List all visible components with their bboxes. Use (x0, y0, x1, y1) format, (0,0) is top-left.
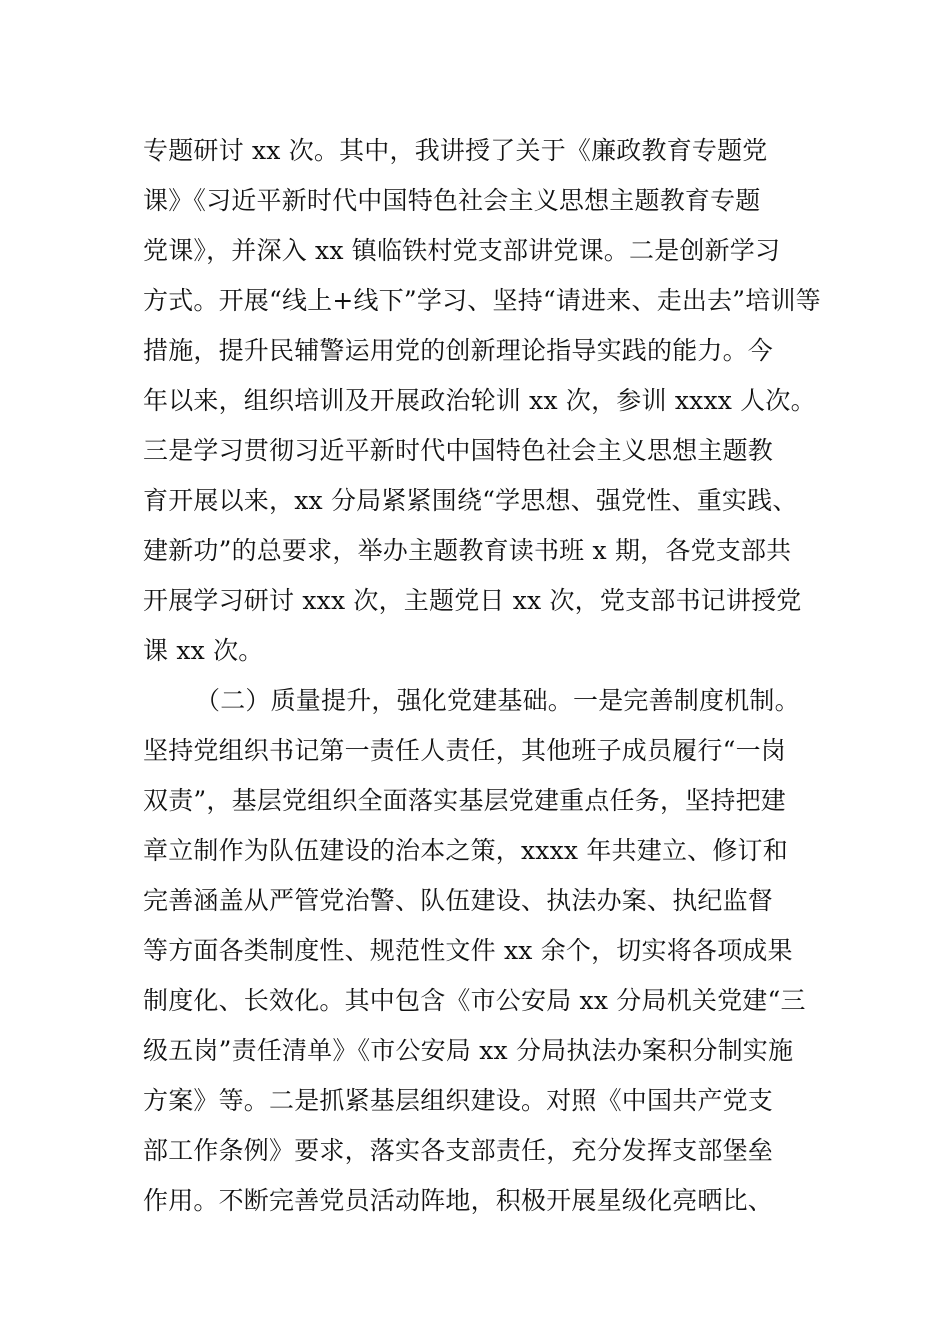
text-line: 三是学习贯彻习近平新时代中国特色社会主义思想主题教 (143, 436, 774, 465)
text-line: 部工作条例》要求，落实各支部责任，充分发挥支部堡垒 (143, 1136, 774, 1165)
document-body (143, 126, 821, 1226)
text-line: 课 xx 次。 (143, 636, 264, 665)
text-line: 级五岗”责任清单》《市公安局 xx 分局执法办案积分制实施 (143, 1036, 794, 1065)
text-line: 开展学习研讨 xxx 次，主题党日 xx 次，党支部书记讲授党 (143, 586, 802, 615)
text-line: 建新功”的总要求，举办主题教育读书班 x 期，各党支部共 (143, 536, 792, 565)
section-heading-line: （二）质量提升，强化党建基础。一是完善制度机制。 (195, 686, 800, 715)
text-line: 课》《习近平新时代中国特色社会主义思想主题教育专题 (143, 186, 761, 215)
text-line: 作用。不断完善党员活动阵地，积极开展星级化亮晒比、 (143, 1186, 774, 1215)
text-line: 措施，提升民辅警运用党的创新理论指导实践的能力。今 (143, 336, 774, 365)
text-line: 双责”，基层党组织全面落实基层党建重点任务，坚持把建 (143, 786, 786, 815)
text-line: 方案》等。二是抓紧基层组织建设。对照《中国共产党支 (143, 1086, 774, 1115)
text-line: 坚持党组织书记第一责任人责任，其他班子成员履行“一岗 (143, 736, 786, 765)
text-line: 方式。开展“线上+线下”学习、坚持“请进来、走出去”培训等 (143, 286, 821, 315)
text-line: 章立制作为队伍建设的治本之策，xxxx 年共建立、修订和 (143, 836, 788, 865)
text-line: 育开展以来，xx 分局紧紧围绕“学思想、强党性、重实践、 (143, 486, 798, 515)
text-line: 制度化、长效化。其中包含《市公安局 xx 分局机关党建“三 (143, 986, 806, 1015)
text-line: 党课》，并深入 xx 镇临铁村党支部讲党课。二是创新学习 (143, 236, 781, 265)
text-line: 专题研讨 xx 次。其中，我讲授了关于《廉政教育专题党 (143, 136, 768, 165)
text-line: 年以来，组织培训及开展政治轮训 xx 次，参训 xxxx 人次。 (143, 386, 816, 415)
text-line: 完善涵盖从严管党治警、队伍建设、执法办案、执纪监督 (143, 886, 774, 915)
text-line: 等方面各类制度性、规范性文件 xx 余个，切实将各项成果 (143, 936, 793, 965)
